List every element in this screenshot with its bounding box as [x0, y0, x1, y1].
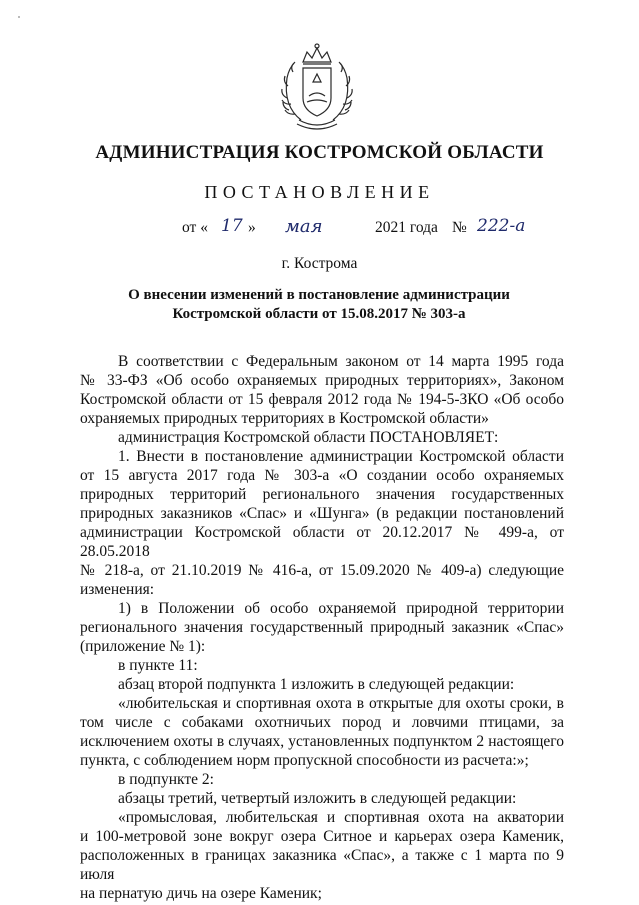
body-line: том числе с собаками охотничьих пород и ловчими птицами, за	[80, 714, 564, 731]
body-line: Костромской области от 15 февраля 2012 года № 194-5-ЗКО «Об особо	[80, 391, 564, 408]
body-line: в пункте 11:	[118, 657, 198, 674]
body-line: (приложение № 1):	[80, 638, 206, 655]
body-line: № 33-ФЗ «Об особо охраняемых природных территориях», Законом	[80, 372, 564, 389]
body-line: природных территорий регионального значения государственных	[80, 486, 564, 503]
body-line: от 15 августа 2017 года № 303-а «О создании особо охраняемых	[80, 467, 564, 484]
date-prefix: от «	[182, 219, 208, 236]
body-line: «любительская и спортивная охота в открытые для охоты сроки, в	[118, 695, 564, 712]
body-line: исключением охоты в случаях, установленных подпунктом 2 настоящего	[80, 733, 564, 750]
body-line: абзацы третий, четвертый изложить в следующей редакции:	[118, 790, 517, 807]
organization-title: АДМИНИСТРАЦИЯ КОСТРОМСКОЙ ОБЛАСТИ	[95, 142, 544, 163]
date-line	[0, 217, 639, 241]
subject-line: О внесении изменений в постановление администрации	[128, 287, 510, 303]
body-line: 1) в Положении об особо охраняемой природной территории	[118, 600, 564, 617]
city: г. Кострома	[281, 255, 358, 272]
document-body	[80, 352, 564, 903]
body-line: природных заказников «Спас» и «Шунга» (в редакции постановлений	[80, 505, 564, 522]
body-line: и 100-метровой зоне вокруг озера Ситное и карьерах озера Каменик,	[80, 828, 564, 845]
body-line: «промысловая, любительская и спортивная охота на акватории	[118, 809, 564, 826]
body-line: № 218-а, от 21.10.2019 № 416-а, от 15.09.2020 № 409-а) следующие	[80, 562, 564, 579]
body-line: расположенных в границах заказника «Спас», а также с 1 марта по 9 июля	[80, 847, 564, 883]
subject-heading	[100, 286, 538, 324]
body-line: регионального значения государственный природный заказник «Спас»	[80, 619, 564, 636]
date-month: мая	[285, 216, 323, 237]
body-line: изменения:	[80, 581, 155, 598]
body-line: в подпункте 2:	[118, 771, 214, 788]
body-line: на пернатую дичь на озере Каменик;	[80, 885, 322, 902]
subject-line: Костромской области от 15.08.2017 № 303-а	[172, 306, 466, 322]
corner-mark	[18, 16, 20, 18]
document-type: ПОСТАНОВЛЕНИЕ	[204, 182, 435, 202]
body-line: администрации Костромской области от 20.12.2017 № 499-а, от 28.05.2018	[80, 524, 564, 560]
date-year: 2021 года	[375, 219, 438, 236]
date-day: 17	[221, 216, 243, 236]
body-line: пункта, с соблюдением норм пропускной способности из расчета:»;	[80, 752, 529, 769]
body-line: администрация Костромской области ПОСТАНОВЛЯЕТ:	[118, 429, 499, 446]
number-label: №	[452, 219, 467, 236]
body-line: абзац второй подпункта 1 изложить в следующей редакции:	[118, 676, 515, 693]
number-value: 222-а	[477, 216, 526, 236]
body-line: охраняемых природных территориях в Костромской области»	[80, 410, 489, 427]
body-line: В соответствии с Федеральным законом от 14 марта 1995 года	[118, 353, 564, 370]
date-day-close: »	[248, 219, 256, 236]
kostroma-coat-of-arms-icon	[273, 40, 361, 136]
body-line: 1. Внести в постановление администрации Костромской области	[118, 448, 564, 465]
